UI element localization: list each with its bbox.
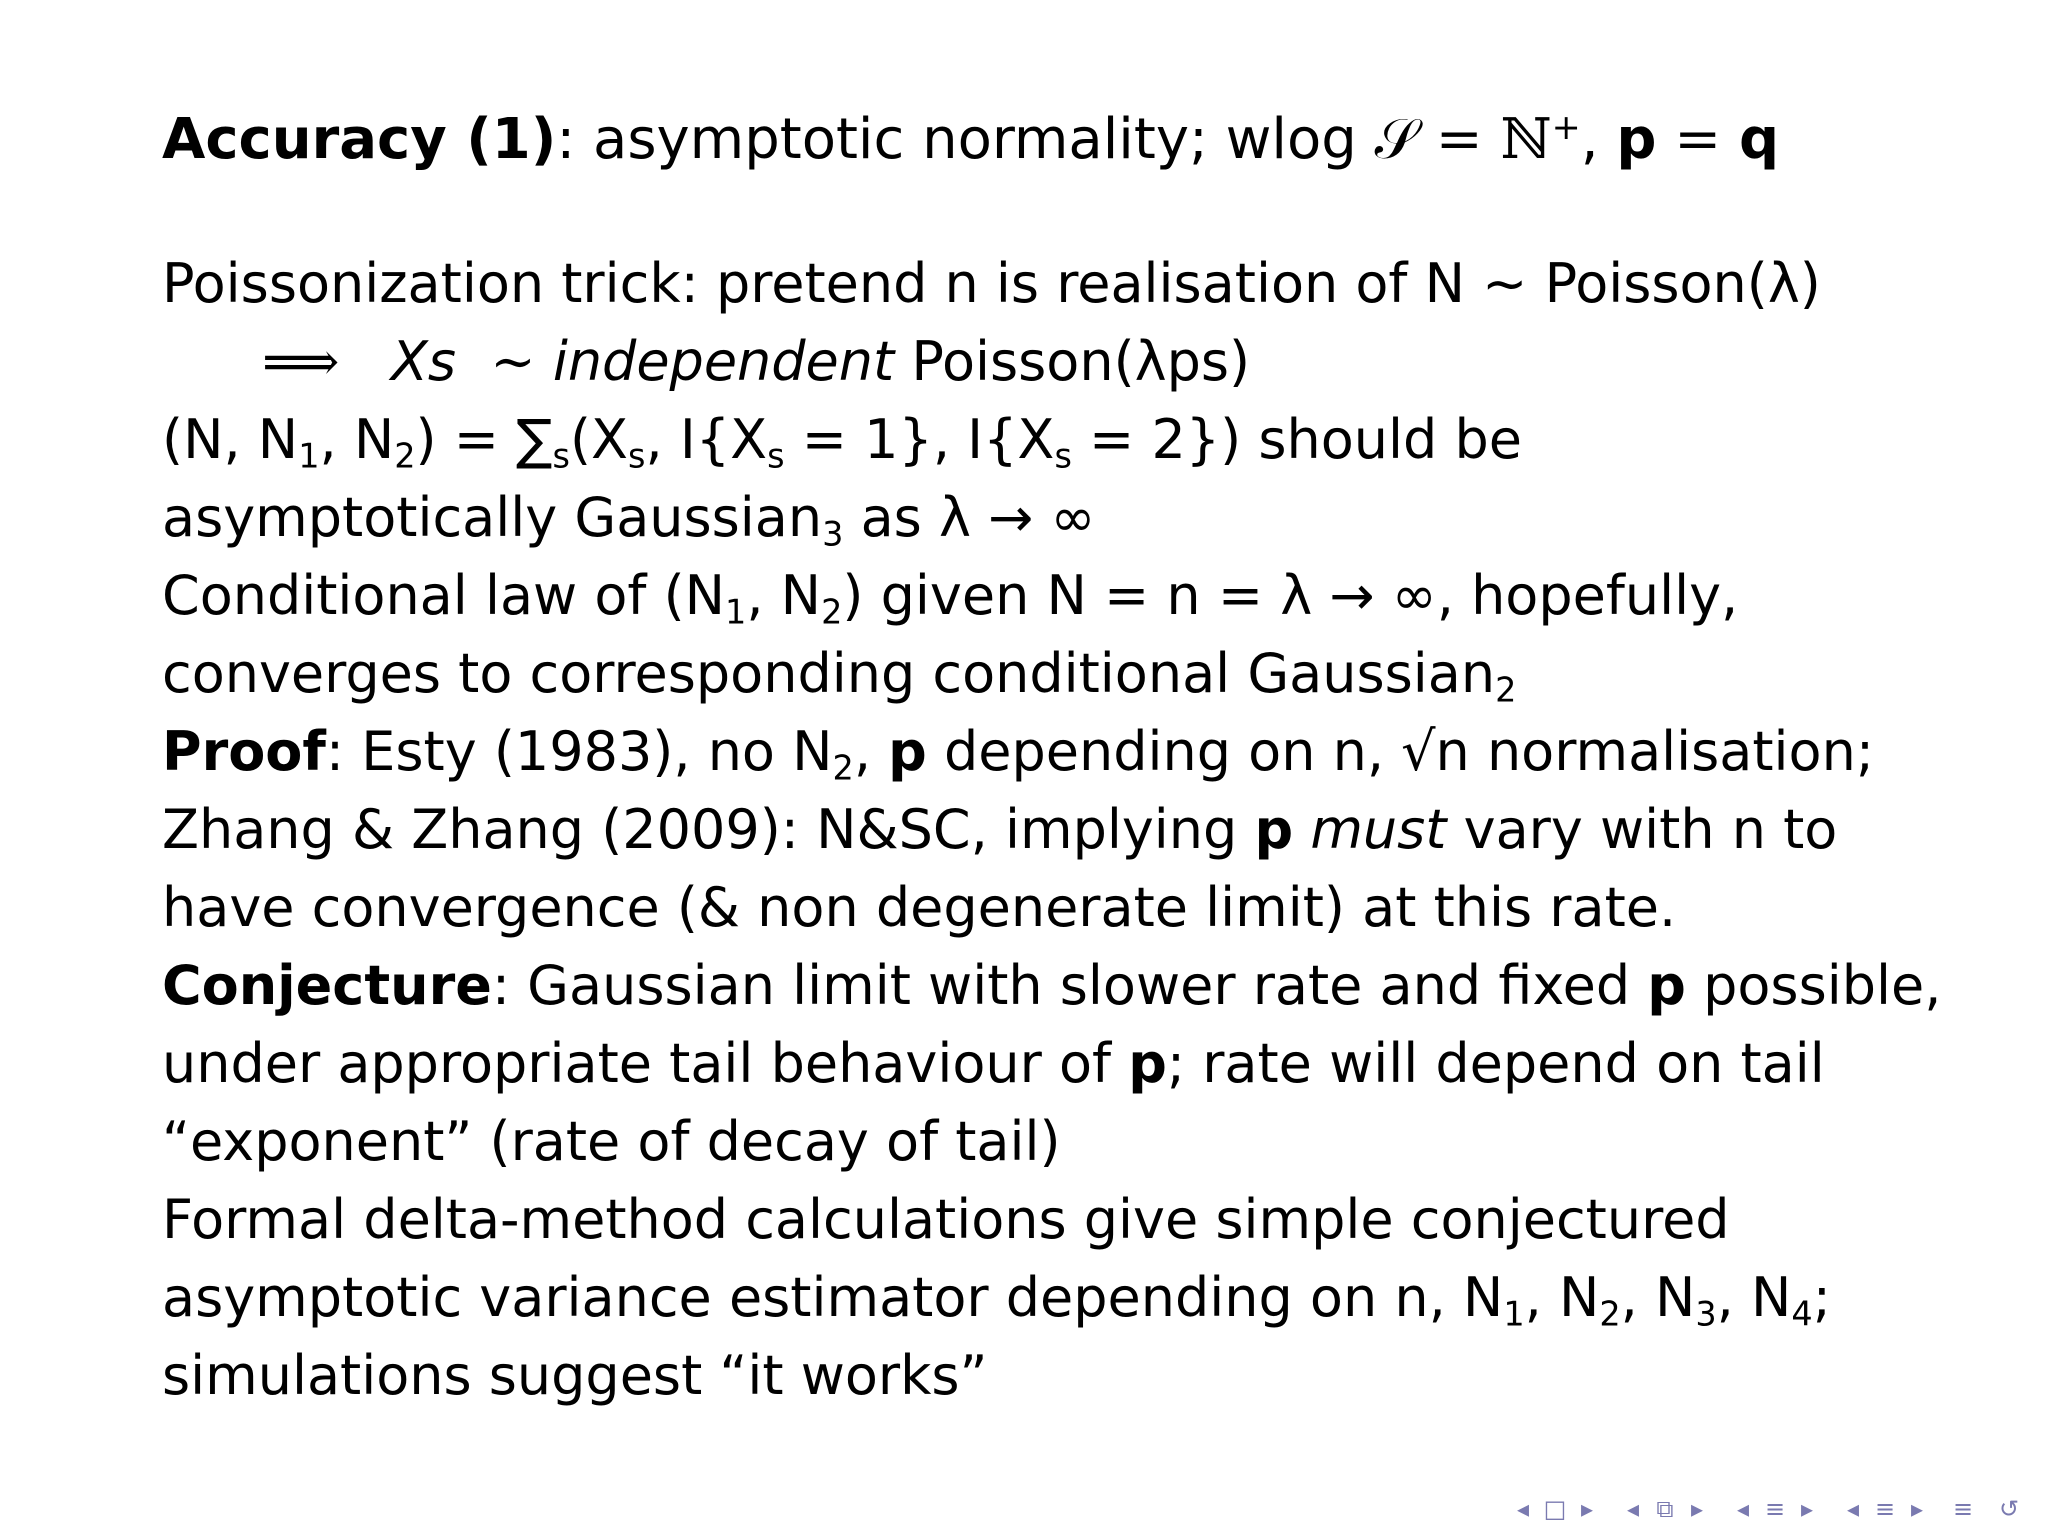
title-eq1: = ℕ — [1417, 107, 1552, 172]
sum-sub-2: 2 — [394, 436, 416, 476]
proof-p: p — [888, 720, 927, 783]
slide-title — [162, 108, 1779, 172]
conj-p: p — [1647, 954, 1686, 1017]
line-poissonization: Poissonization trick: pretend n is realisation of N ∼ Poisson(λ) — [162, 252, 1821, 315]
cond-e: ) given N = n = λ → ∞, hopefully, — [842, 564, 1739, 627]
nav-section-icon[interactable]: ≡ — [1764, 1495, 1786, 1523]
sum-part-g: (X — [569, 408, 629, 471]
var-sub-3: 3 — [1695, 1294, 1717, 1334]
nav-prev-subsection-icon[interactable]: ◂ — [1846, 1495, 1860, 1523]
tail-a: under appropriate tail behaviour of — [162, 1032, 1129, 1095]
tail-c: ; rate will depend on tail — [1166, 1032, 1825, 1095]
sum-sub-s: s — [552, 436, 570, 476]
sum-part-i: , I{X — [645, 408, 768, 471]
sum-part-e: ) = ∑ — [415, 408, 553, 471]
conj-d: possible, — [1685, 954, 1942, 1017]
sum-part-m: = 2}) should be — [1071, 408, 1522, 471]
zhang-p: p — [1254, 798, 1294, 861]
line-implies — [262, 330, 1250, 394]
sum-sub-1: 1 — [298, 436, 320, 476]
conjecture-label: Conjecture — [162, 954, 492, 1017]
line-exponent: “exponent” (rate of decay of tail) — [162, 1110, 1061, 1173]
var-sub-4: 4 — [1791, 1294, 1813, 1334]
proof-f: depending on n, √n normalisation; — [926, 720, 1875, 783]
tail-p: p — [1128, 1032, 1167, 1095]
line-asymptotic — [162, 486, 1096, 554]
independent-word: independent — [552, 330, 895, 393]
sum-part-k: = 1}, I{X — [784, 408, 1055, 471]
line-conditional-law — [162, 564, 1739, 632]
var-i: ; — [1812, 1266, 1831, 1329]
zhang-space — [1293, 798, 1310, 861]
cond-c: , N — [746, 564, 822, 627]
line-sum — [162, 408, 1522, 476]
asym-sub-3: 3 — [822, 514, 844, 554]
zhang-a: Zhang & Zhang (2009): N&SC, implying — [162, 798, 1255, 861]
line-conjecture — [162, 954, 1941, 1018]
tilde: ∼ — [490, 330, 536, 393]
var-sub-2: 2 — [1599, 1294, 1621, 1334]
nav-next-frame-icon[interactable]: ▸ — [1580, 1495, 1594, 1523]
asym-limit: as λ → ∞ — [843, 486, 1096, 549]
line-variance — [162, 1266, 1831, 1334]
cond-sub-2: 2 — [821, 592, 843, 632]
nav-subsection2-group — [1840, 1496, 1930, 1522]
nav-section-group — [1730, 1496, 1820, 1522]
line-tail — [162, 1032, 1825, 1096]
nav-subsection-icon[interactable]: ≡ — [1874, 1495, 1896, 1523]
proof-d: , — [853, 720, 889, 783]
line-formal-delta: Formal delta-method calculations give simple conjectured — [162, 1188, 1730, 1251]
line-proof — [162, 720, 1875, 788]
cond-a: Conditional law of (N — [162, 564, 726, 627]
title-p: p — [1616, 107, 1657, 172]
nav-subsection-group — [1620, 1496, 1710, 1522]
nav-sub-icon[interactable]: ⧉ — [1656, 1495, 1674, 1523]
nav-prev-sub-icon[interactable]: ◂ — [1626, 1495, 1640, 1523]
nav-align-icon[interactable]: ≡ — [1952, 1495, 1974, 1523]
sum-sub-s3: s — [767, 436, 785, 476]
nav-next-section-icon[interactable]: ▸ — [1800, 1495, 1814, 1523]
x-s: Xs — [390, 330, 457, 393]
cond-sub-1: 1 — [725, 592, 747, 632]
var-c: , N — [1524, 1266, 1600, 1329]
var-a: asymptotic variance estimator depending on n, N — [162, 1266, 1504, 1329]
title-rest: : asymptotic normality; wlog — [556, 107, 1375, 172]
var-e: , N — [1620, 1266, 1696, 1329]
line-zhang — [162, 798, 1837, 862]
var-sub-1: 1 — [1503, 1294, 1525, 1334]
nav-frame-group — [1510, 1496, 1600, 1522]
beamer-navigation — [1510, 1496, 2022, 1522]
title-sup-plus: + — [1551, 107, 1581, 148]
conj-b: : Gaussian limit with slower rate and fixed — [491, 954, 1648, 1017]
nav-search-icon[interactable]: ↺ — [1998, 1495, 2020, 1523]
title-comma: , — [1580, 107, 1617, 172]
title-math-S: 𝒮 — [1374, 107, 1418, 172]
sum-sub-s2: s — [628, 436, 646, 476]
sum-part-a: (N, N — [162, 408, 299, 471]
title-eq2: = — [1656, 107, 1739, 172]
proof-label: Proof — [162, 720, 326, 783]
line-simulations: simulations suggest “it works” — [162, 1344, 988, 1407]
proof-b: : Esty (1983), no N — [325, 720, 833, 783]
line-converges — [162, 642, 1517, 710]
title-bold: Accuracy (1) — [162, 107, 557, 172]
proof-sub-2: 2 — [832, 748, 854, 788]
nav-next-sub-icon[interactable]: ▸ — [1690, 1495, 1704, 1523]
line-have-convergence: have convergence (& non degenerate limit) at this rate. — [162, 876, 1677, 939]
asym-text: asymptotically Gaussian — [162, 486, 823, 549]
sum-part-c: , N — [319, 408, 395, 471]
title-q: q — [1739, 107, 1780, 172]
poisson-lambda-ps: Poisson(λps) — [911, 330, 1251, 393]
zhang-must: must — [1310, 798, 1447, 861]
nav-prev-section-icon[interactable]: ◂ — [1736, 1495, 1750, 1523]
nav-prev-frame-icon[interactable]: ◂ — [1516, 1495, 1530, 1523]
nav-frame-icon[interactable]: □ — [1543, 1495, 1567, 1523]
conv-sub-2: 2 — [1495, 670, 1517, 710]
zhang-e: vary with n to — [1446, 798, 1838, 861]
sum-sub-s4: s — [1054, 436, 1072, 476]
nav-next-subsection-icon[interactable]: ▸ — [1910, 1495, 1924, 1523]
var-g: , N — [1716, 1266, 1792, 1329]
implies-arrow: ⟹ — [262, 330, 340, 393]
conv-text: converges to corresponding conditional Gaussian — [162, 642, 1496, 705]
